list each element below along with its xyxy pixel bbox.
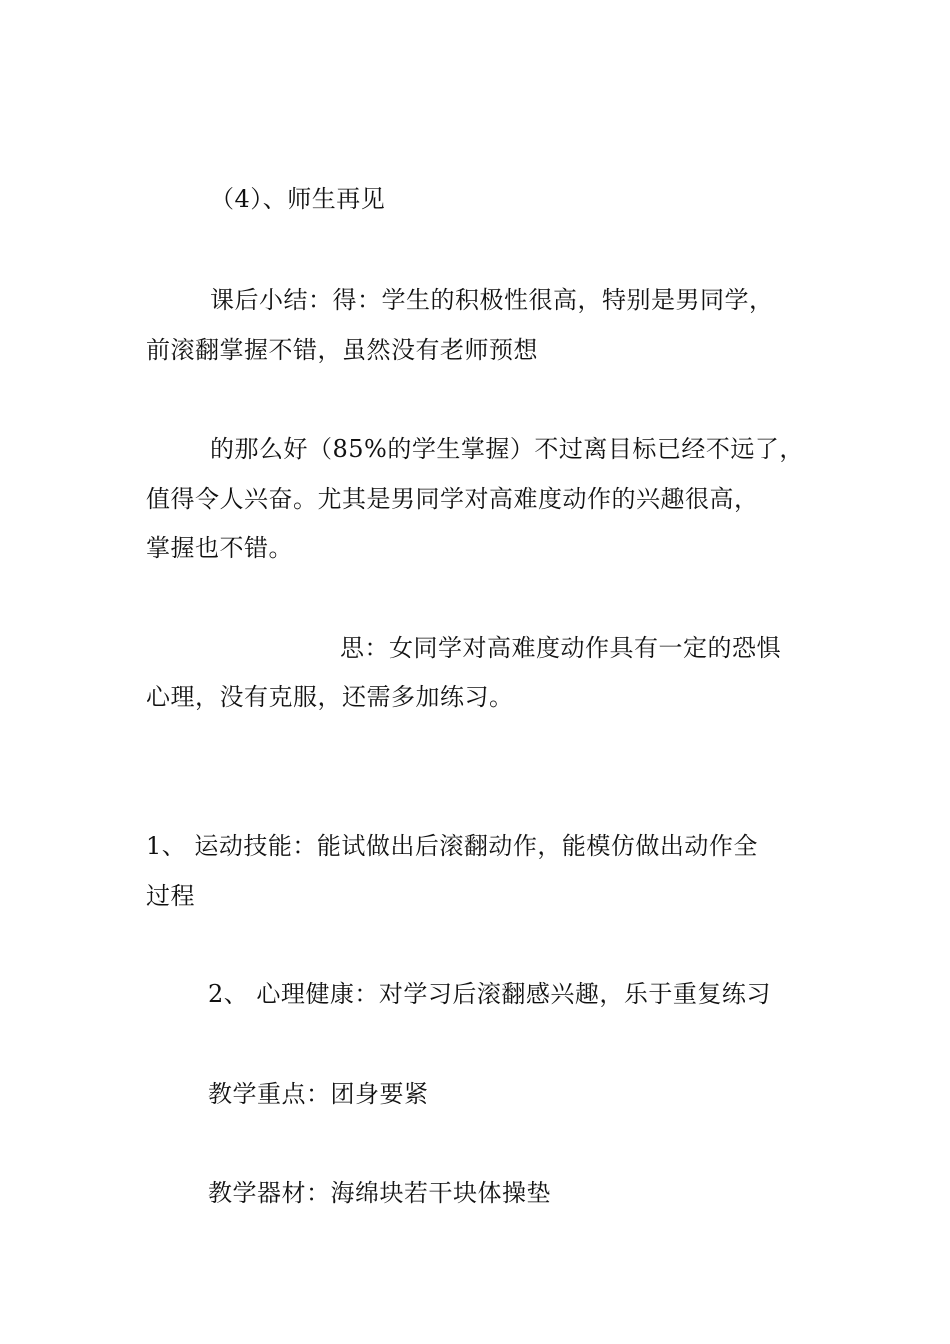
summary-paragraph-line: 前滚翻掌握不错，虽然没有老师预想 bbox=[146, 336, 538, 364]
teaching-equipment: 教学器材：海绵块若干块体操垫 bbox=[208, 1179, 551, 1207]
summary-paragraph-line: 值得令人兴奋。尤其是男同学对高难度动作的兴趣很高， bbox=[146, 485, 759, 513]
summary-paragraph-line: 课后小结：得：学生的积极性很高，特别是男同学， bbox=[210, 286, 774, 314]
objective-item-2: 2、 心理健康：对学习后滚翻感兴趣，乐于重复练习 bbox=[208, 980, 771, 1008]
objective-item-1-continued: 过程 bbox=[146, 882, 195, 910]
reflection-paragraph-line: 心理，没有克服，还需多加练习。 bbox=[146, 683, 514, 711]
summary-paragraph-line: 的那么好（85%的学生掌握）不过离目标已经不远了， bbox=[210, 435, 804, 463]
summary-paragraph-line: 掌握也不错。 bbox=[146, 534, 293, 562]
teaching-focus: 教学重点：团身要紧 bbox=[208, 1080, 429, 1108]
reflection-paragraph-line: 思：女同学对高难度动作具有一定的恐惧 bbox=[340, 634, 781, 662]
section-heading-farewell: （4）、师生再见 bbox=[210, 185, 386, 213]
objective-item-1: 1、 运动技能：能试做出后滚翻动作，能模仿做出动作全 bbox=[146, 832, 758, 860]
